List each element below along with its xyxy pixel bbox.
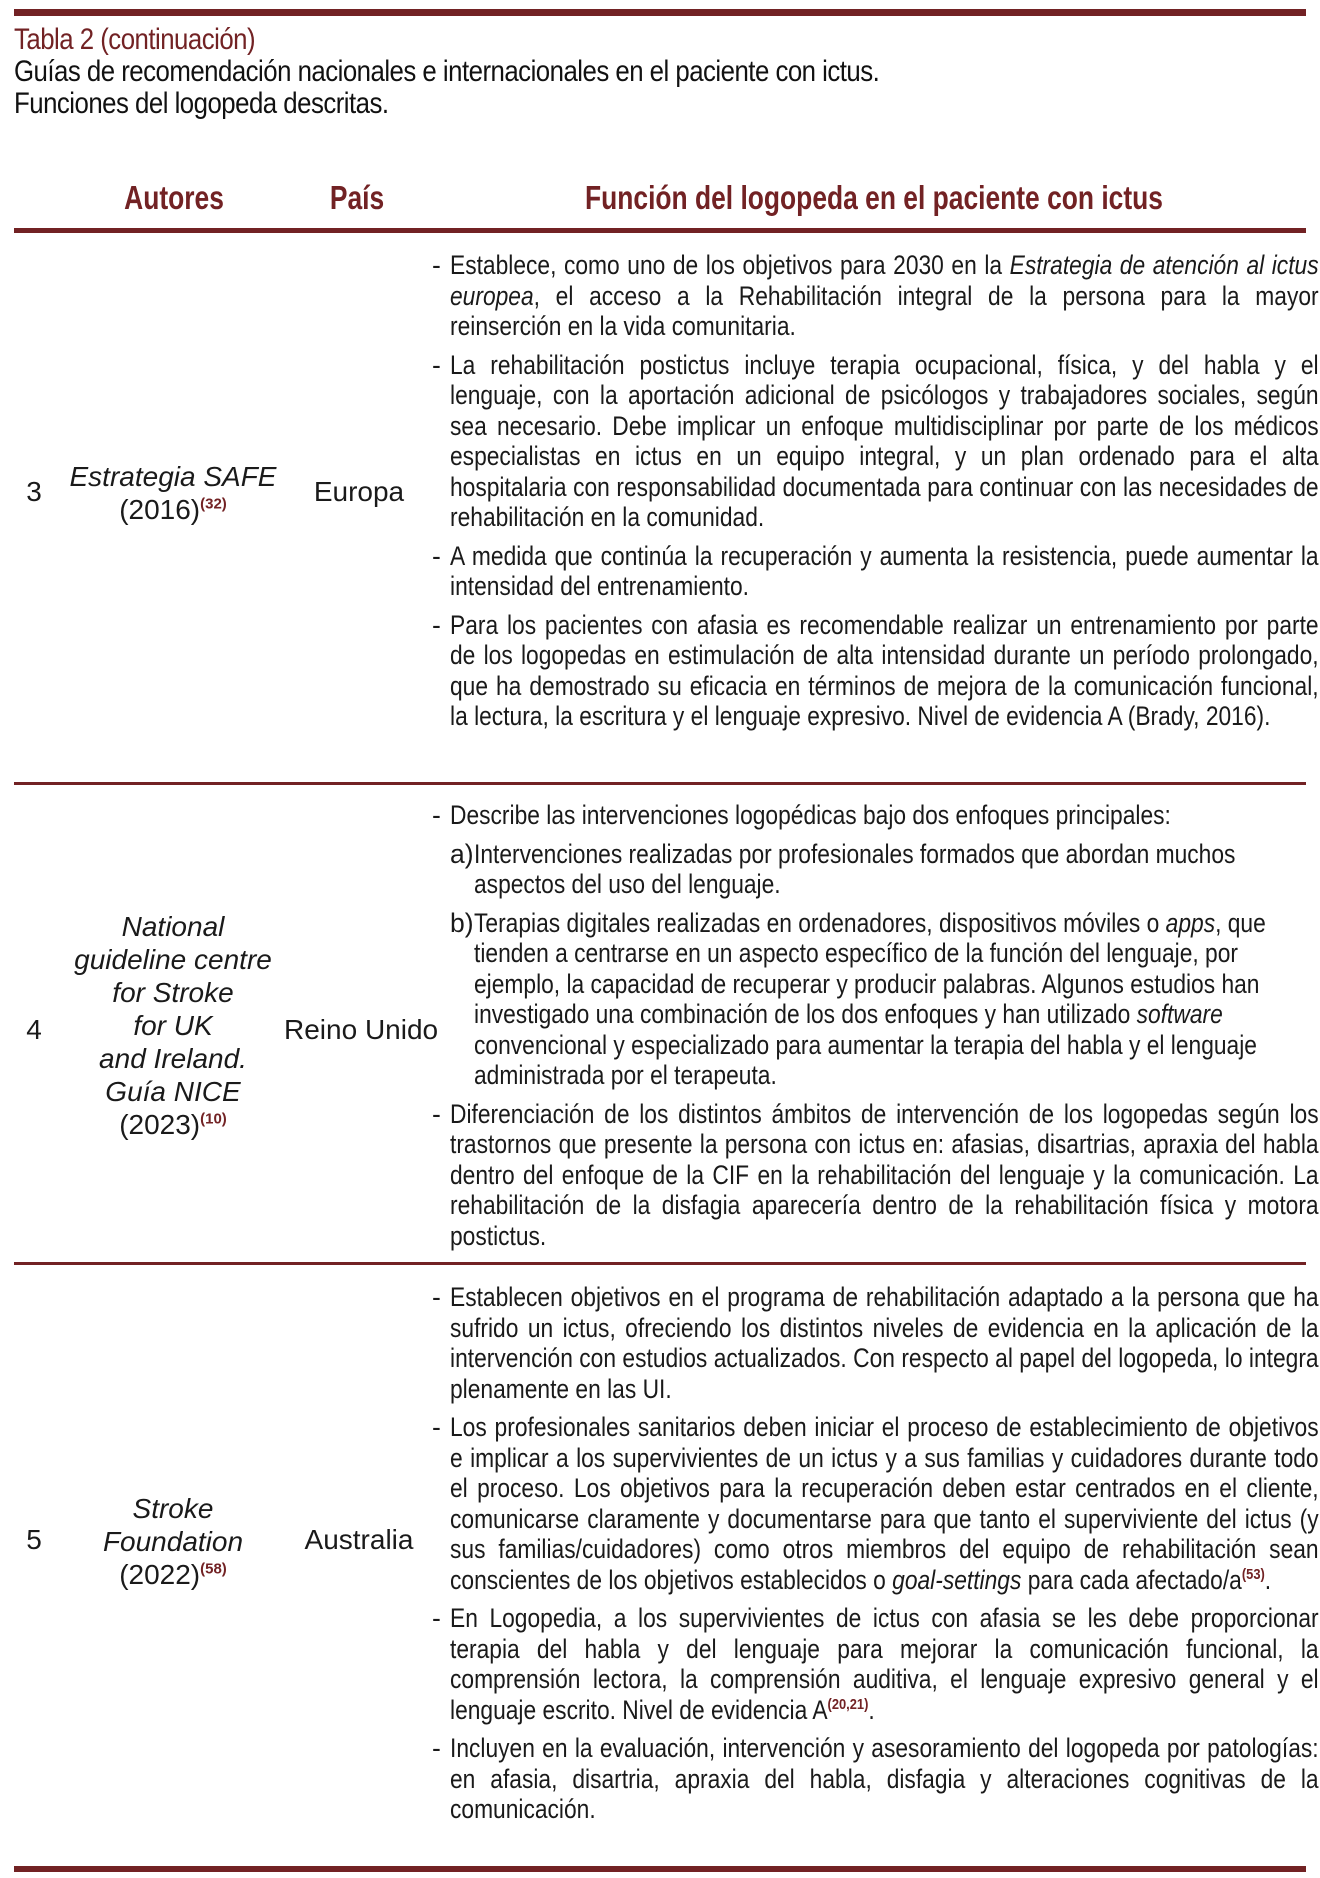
reference-citation: (53) xyxy=(1241,1565,1265,1583)
bullet-item: - A medida que continúa la recuperación y aumenta la resistencia, puede aumentar la intensidad del entrenamiento. xyxy=(432,540,1319,601)
sub-item-italic: software xyxy=(1136,999,1223,1029)
author-name-line: for UK xyxy=(133,1010,213,1041)
header-autores: Autores xyxy=(124,179,224,216)
bullet-italic-text: Estrategia de atención al ictus europea xyxy=(450,250,1319,311)
row-number: 4 xyxy=(26,1014,42,1045)
sub-item-text: , que tienden a centrarse en un aspecto específico de la función del lenguaje, por ejemplo, la capacidad de recuperar y producir palabras. Algunos estudios han investigado una combinación de los dos enfoques y han utilizado xyxy=(474,907,1266,1029)
bullet-item: - Incluyen en la evaluación, intervención y asesoramiento del logopeda por patologías: en afasia, disartria, apraxia del habla, disfagia y alteraciones cognitivas de la comunicación. xyxy=(432,1733,1319,1824)
author-year: (2023) xyxy=(119,1109,201,1140)
bullet-text: . xyxy=(868,1694,875,1725)
bullet-text: Para los pacientes con afasia es recomendable realizar un entrenamiento por parte de los logopedas en estimulación de alta intensidad durante un período prolongado, que ha demostrado su eficacia en términos de mejora de la comunicación funcional, la lectura, la escritura y el lenguaje expresivo. Nivel de evidencia A (Brady, 2016). xyxy=(450,609,1319,731)
sub-item-text: Intervenciones realizadas por profesionales formados que abordan muchos aspectos del uso del lenguaje. xyxy=(474,838,1236,899)
row-country: Reino Unido xyxy=(284,1014,439,1045)
author-name-line: National xyxy=(121,911,225,942)
row-number: 5 xyxy=(26,1524,42,1555)
bullet-text: . xyxy=(1264,1564,1272,1595)
author-name-line: Stroke xyxy=(132,1493,214,1524)
table-caption xyxy=(14,24,1306,120)
table-row xyxy=(14,1282,1319,1862)
sub-item-a xyxy=(432,839,1318,900)
bullet-text: Incluyen en la evaluación, intervención y asesoramiento del logopeda por patologías: en afasia, disartria, apraxia del habla, disfagia y alteraciones cognitivas de la comunicación. xyxy=(450,1733,1319,1824)
table-title-line-1: Guías de recomendación nacionales e internacionales en el paciente con ictus. xyxy=(14,55,880,88)
sub-item-italic: apps xyxy=(1165,907,1216,938)
bullet-item: - Establece, como uno de los objetivos para 2030 en la Estrategia de atención al ictus europea, el acceso a la Rehabilitación integral de la persona para la mayor reinserción en la vida comunitaria. xyxy=(432,250,1319,341)
bullet-text: Diferenciación de los distintos ámbitos de intervención de los logopedas según los trastornos que presente la persona con ictus en: afasias, disartrias, apraxia del habla dentro del enfoque de la CIF en la rehabilitación del lenguaje y la comunicación. La rehabilitación de la disfagia aparecería dentro de la rehabilitación física y motora postictus. xyxy=(450,1098,1319,1251)
author-name-line: guideline centre xyxy=(74,944,272,975)
table-label: Tabla 2 (continuación) xyxy=(14,23,256,56)
top-rule xyxy=(14,9,1306,16)
bullet-text: En Logopedia, a los supervivientes de ictus con afasia se les debe proporcionar terapia del habla y del lenguaje para mejorar la comunicación funcional, la comprensión lectora, la comprensión auditiva, el lenguaje expresivo general y el lenguaje escrito. Nivel de evidencia A xyxy=(450,1603,1319,1725)
author-year: (2022) xyxy=(119,1559,201,1590)
bullet-text: Establece, como uno de los objetivos para 2030 en la xyxy=(450,250,1010,280)
reference-citation: (10) xyxy=(200,1110,227,1128)
bullet-item: - Los profesionales sanitarios deben iniciar el proceso de establecimiento de objetivos e implicar a los supervivientes de un ictus y a sus familias y cuidadores durante todo el proceso. Los objetivos para la recuperación deben estar centrados en el cliente, comunicarse claramente y documentarse para que tanto el superviviente del ictus (y sus familias/cuidadores) como otros miembros del equipo de rehabilitación sean conscientes de los objetivos establecidos o goal-settings para cada afectado/$a^{(53)}$. xyxy=(432,1412,1319,1595)
reference-citation: (58) xyxy=(200,1560,227,1578)
row-divider xyxy=(14,1262,1306,1265)
bullet-text: para cada afectado/a xyxy=(1021,1564,1242,1595)
bullet-text: Los profesionales sanitarios deben iniciar el proceso de establecimiento de objetivos e implicar a los supervivientes de un ictus y a sus familias y cuidadores durante todo el proceso. Los objetivos para la recuperación deben estar centrados en el cliente, comunicarse claramente y documentarse para que tanto el superviviente del ictus (y sus familias/cuidadores) como otros miembros del equipo de rehabilitación sean conscientes de los objetivos establecidos o xyxy=(450,1412,1319,1595)
reference-citation: (20,21) xyxy=(827,1695,869,1713)
bullet-italic-text: goal-settings xyxy=(892,1564,1022,1595)
header-funcion: Función del logopeda en el paciente con ictus xyxy=(585,179,1163,216)
author-name-line: and Ireland. xyxy=(99,1043,247,1074)
row-author xyxy=(58,1492,288,1591)
sub-item-text: Terapias digitales realizadas en ordenadores, dispositivos móviles o xyxy=(474,907,1166,938)
row-author xyxy=(58,910,288,1141)
bullet-item: - Establecen objetivos en el programa de rehabilitación adaptado a la persona que ha sufrido un ictus, ofreciendo los distintos niveles de evidencia en la aplicación de la intervención con estudios actualizados. Con respecto al papel del logopeda, lo integra plenamente en las UI. xyxy=(432,1282,1319,1404)
author-name-line: Guía NICE xyxy=(105,1076,241,1107)
row-function xyxy=(432,1282,1318,1833)
bullet-text: A medida que continúa la recuperación y aumenta la resistencia, puede aumentar la intensidad del entrenamiento. xyxy=(450,540,1319,601)
row-country: Europa xyxy=(313,476,405,507)
sub-item-b xyxy=(432,908,1318,1091)
bullet-item: - Diferenciación de los distintos ámbitos de intervención de los logopedas según los trastornos que presente la persona con ictus en: afasias, disartrias, apraxia del habla dentro del enfoque de la CIF en la rehabilitación del lenguaje y la comunicación. La rehabilitación de la disfagia aparecería dentro de la rehabilitación física y motora postictus. xyxy=(432,1098,1319,1251)
row-function xyxy=(432,250,1318,740)
reference-citation: (32) xyxy=(200,495,227,513)
bullet-item: - Para los pacientes con afasia es recomendable realizar un entrenamiento por parte de los logopedas en estimulación de alta intensidad durante un período prolongado, que ha demostrado su eficacia en términos de mejora de la comunicación funcional, la lectura, la escritura y el lenguaje expresivo. Nivel de evidencia A (Brady, 2016). xyxy=(432,609,1319,731)
bullet-item: - En Logopedia, a los supervivientes de ictus con afasia se les debe proporcionar terapia del habla y del lenguaje para mejorar la comunicación funcional, la comprensión lectora, la comprensión auditiva, el lenguaje expresivo general y el lenguaje escrito. Nivel de evidencia A$^{(20,21)}$. xyxy=(432,1603,1319,1725)
author-name: Estrategia SAFE xyxy=(69,461,277,492)
table-row xyxy=(14,250,1319,780)
table-row xyxy=(14,800,1319,1260)
bullet-item: - Describe las intervenciones logopédicas bajo dos enfoques principales: xyxy=(432,800,1318,831)
row-divider xyxy=(14,782,1306,785)
bottom-rule xyxy=(14,1866,1306,1872)
bullet-text: La rehabilitación postictus incluye terapia ocupacional, física, y del habla y el lenguaje, con la aportación adicional de psicólogos y trabajadores sociales, según sea necesario. Debe implicar un enfoque multidisciplinar por parte de los médicos especialistas en ictus en un equipo integral, y un plan ordenado para el alta hospitalaria con responsabilidad documentada para continuar con las necesidades de rehabilitación en la comunidad. xyxy=(450,349,1319,532)
table-title-line-2: Funciones del logopeda descritas. xyxy=(14,87,389,120)
row-author xyxy=(58,460,288,526)
author-year: (2016) xyxy=(119,494,201,525)
author-name-line: for Stroke xyxy=(112,977,234,1008)
sub-item-label: b) xyxy=(450,907,474,938)
header-rule xyxy=(14,228,1306,233)
sub-item-text: convencional y especializado para aumentar la terapia del habla y el lenguaje administrada por el terapeuta. xyxy=(474,1029,1257,1090)
bullet-text: Describe las intervenciones logopédicas bajo dos enfoques principales: xyxy=(450,800,1171,830)
bullet-text: , el acceso a la Rehabilitación integral de la persona para la mayor reinserción en la vida comunitaria. xyxy=(450,280,1319,341)
table-header xyxy=(14,176,1306,232)
sub-item-label: a) xyxy=(450,838,474,869)
header-pais: País xyxy=(329,179,385,216)
author-name-line: Foundation xyxy=(102,1526,244,1557)
bullet-item: - La rehabilitación postictus incluye terapia ocupacional, física, y del habla y el lenguaje, con la aportación adicional de psicólogos y trabajadores sociales, según sea necesario. Debe implicar un enfoque multidisciplinar por parte de los médicos especialistas en ictus en un equipo integral, y un plan ordenado para el alta hospitalaria con responsabilidad documentada para continuar con las necesidades de rehabilitación en la comunidad. xyxy=(432,349,1319,532)
row-number: 3 xyxy=(26,476,42,507)
row-country: Australia xyxy=(304,1524,414,1555)
bullet-text: Establecen objetivos en el programa de rehabilitación adaptado a la persona que ha sufrido un ictus, ofreciendo los distintos niveles de evidencia en la aplicación de la intervención con estudios actualizados. Con respecto al papel del logopeda, lo integra plenamente en las UI. xyxy=(450,1282,1319,1404)
row-function xyxy=(432,800,1318,1259)
